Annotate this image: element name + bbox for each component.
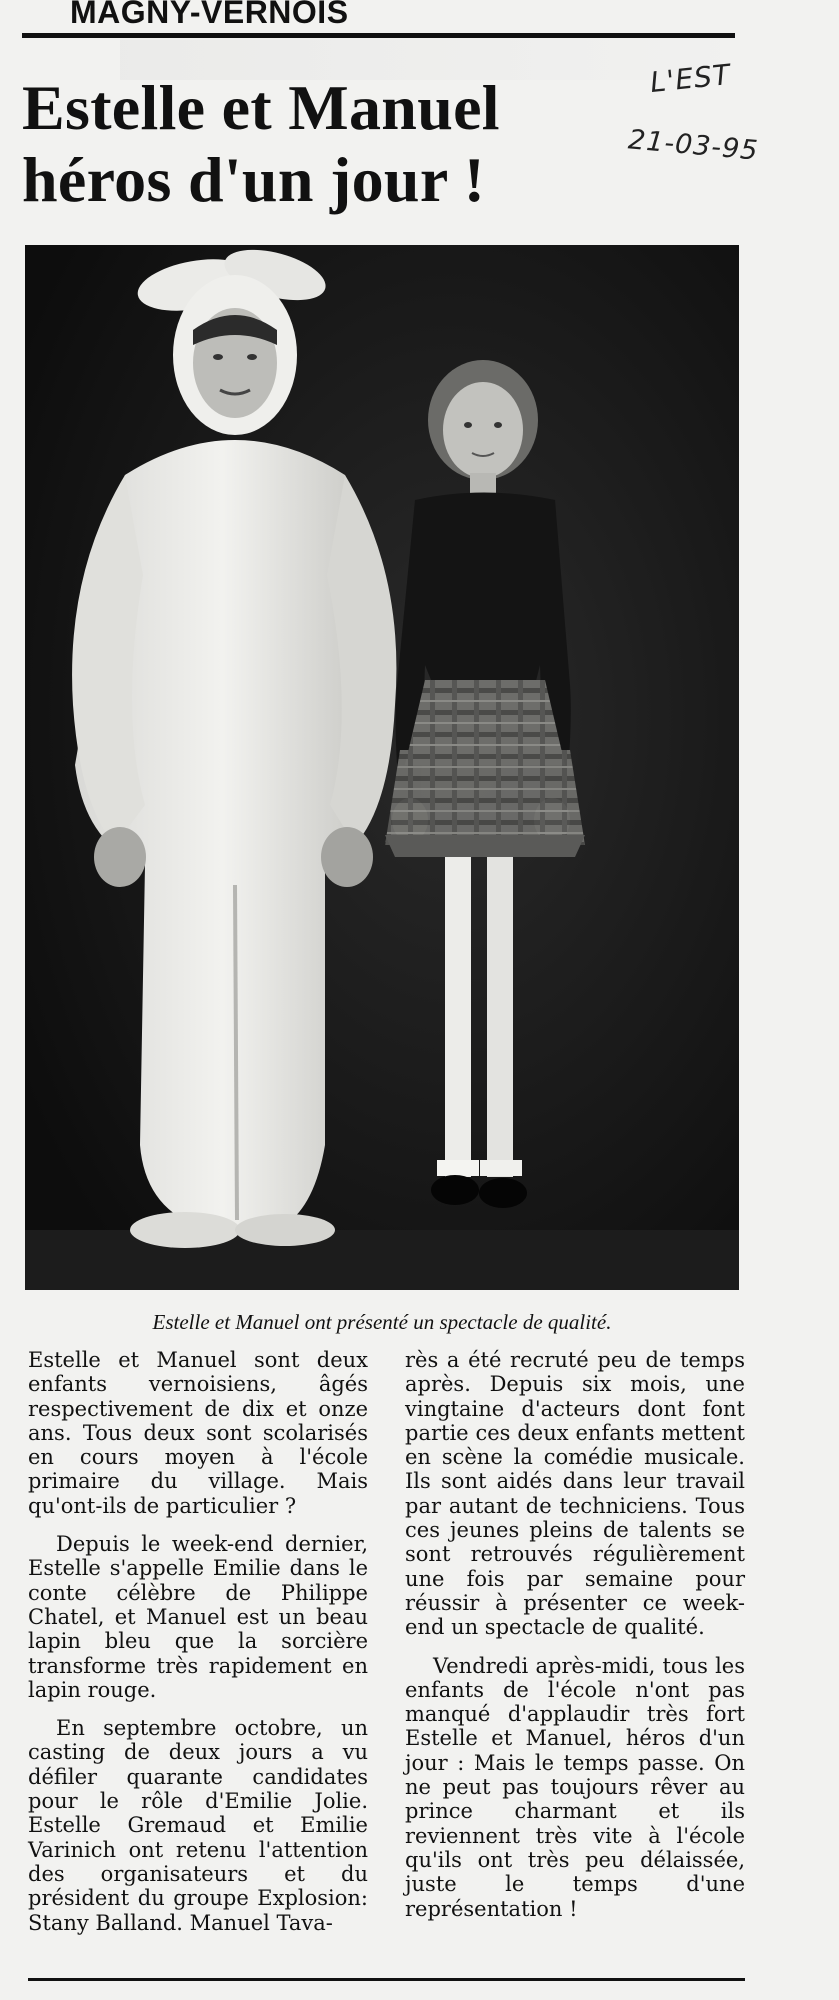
bottom-rule [28,1978,745,1981]
paragraph: En septembre octobre, un casting de deux jours a vu défiler quarante candidates pour le rôle d'Emilie Jolie. Estelle Gremaud et Emilie Varinich ont retenu l'attention des organisateurs et du président du groupe Explosion: Stany Balland. Manuel Tava- [28,1716,368,1935]
headline-line-2: héros d'un jour ! [22,144,486,215]
paragraph: Vendredi après-midi, tous les enfants de l'école n'ont pas manqué d'applaudir très fort Estelle et Manuel, héros d'un jour : Mais le temps passe. On ne peut pas toujours rêver au prince charmant et ils reviennent très vite à l'école qu'ils ont très peu délaissée, juste le temps d'une représentation ! [405,1653,745,1921]
article-column-right [405,1348,745,1935]
paragraph: rès a été recruté peu de temps après. Depuis six mois, une vingtaine d'acteurs dont font partie ces deux enfants mettent en scène la comédie musicale. Ils sont aidés dans leur travail par autant de techniciens. Tous ces jeunes pleins de talents se sont retrouvés régulièrement une fois par semaine pour réussir à présenter ce week-end un spectacle de qualité. [405,1348,745,1640]
section-rubric: MAGNY-VERNOIS [70,0,349,30]
headline-line-1: Estelle et Manuel [22,72,500,143]
photo-estelle-manuel [25,245,739,1290]
stage-floor [25,1230,739,1290]
handwritten-date: 21-03-95 [626,124,760,167]
handwritten-source: L'EST [648,57,733,100]
paragraph: Depuis le week-end dernier, Estelle s'appelle Emilie dans le conte célèbre de Philippe Chatel, et Manuel est un beau lapin bleu que la sorcière transforme très rapidement en lapin rouge. [28,1532,368,1702]
paragraph: Estelle et Manuel sont deux enfants vernoisiens, âgés respectivement de dix et onze ans. Tous deux sont scolarisés en cours moyen à l'école primaire du village. Mais qu'ont-ils de particulier ? [28,1348,368,1518]
article-column-left [28,1348,368,1949]
photo-caption: Estelle et Manuel ont présenté un spectacle de qualité. [152,1310,612,1334]
top-rule [22,33,735,38]
photo-illustration [25,245,739,1290]
headline [22,72,642,216]
